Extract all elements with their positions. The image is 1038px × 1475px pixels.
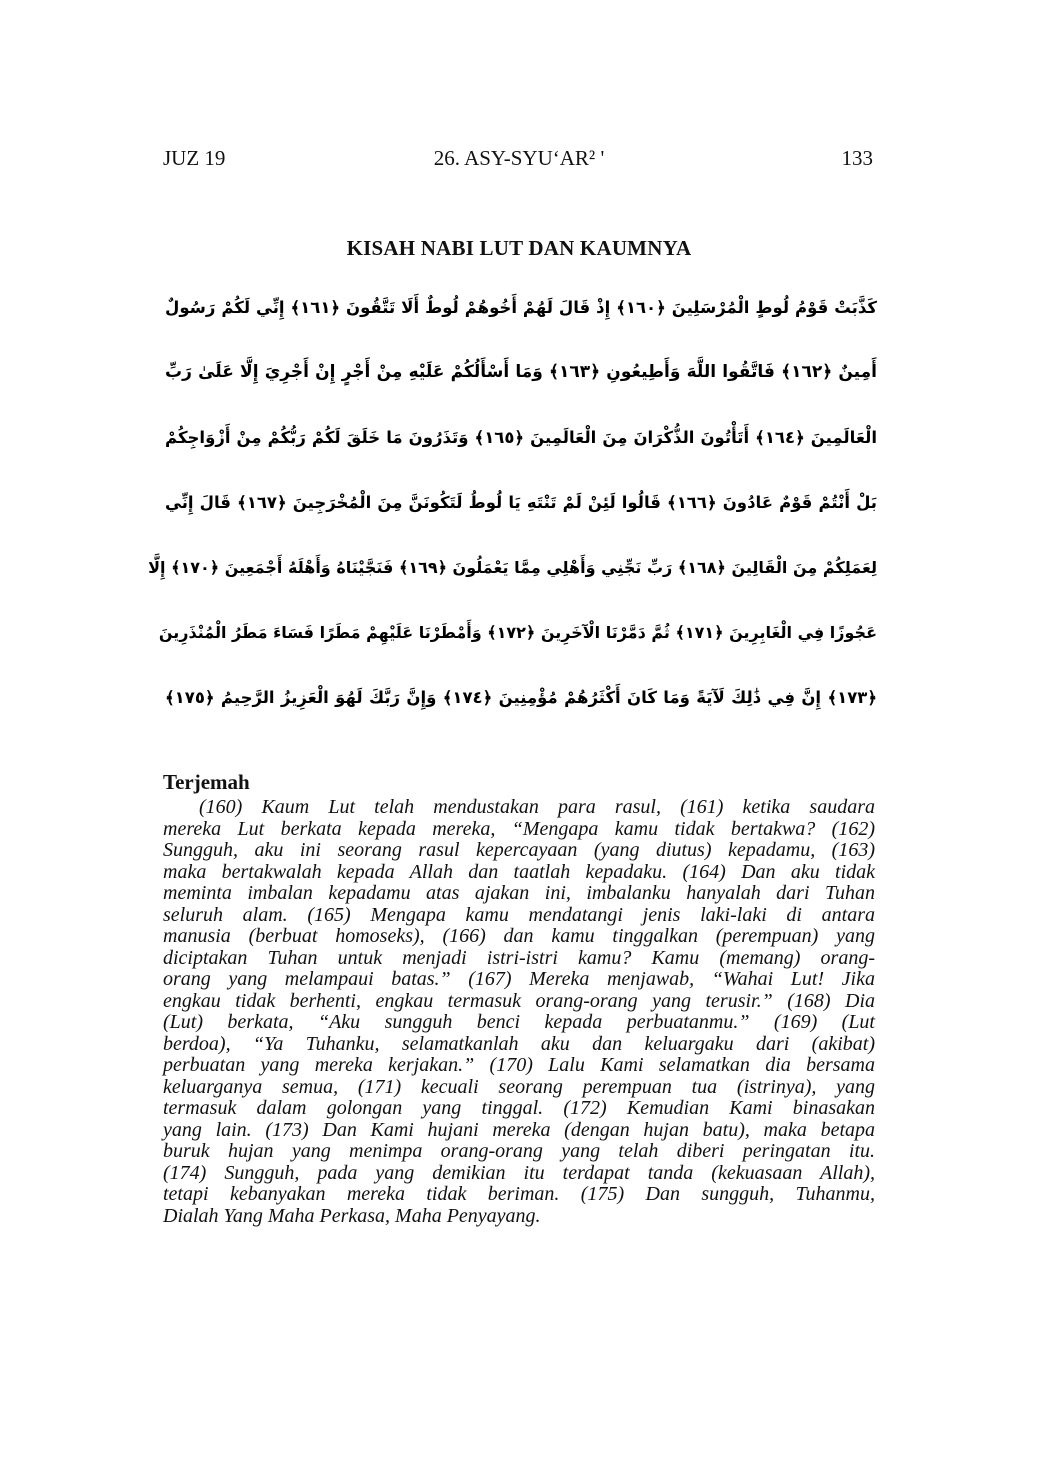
translation-line: mereka Lut berkata kepada mereka, “Mengapa kamu tidak bertakwa? (162) — [163, 817, 875, 840]
translation-line: (160) Kaum Lut telah mendustakan para rasul, (161) ketika saudara — [199, 796, 875, 818]
translation-line: maka bertakwalah kepada Allah dan taatlah kepadaku. (164) Dan aku tidak — [163, 860, 875, 883]
arabic-verses — [148, 275, 878, 730]
juz-label: JUZ 19 — [163, 146, 226, 170]
translation-heading: Terjemah — [163, 770, 250, 794]
translation-line: seluruh alam. (165) Mengapa kamu mendatangi jenis laki-laki di antara — [163, 903, 875, 926]
translation-line: Dialah Yang Maha Perkasa, Maha Penyayang. — [163, 1204, 541, 1227]
translation-line: keluarganya semua, (171) kecuali seorang perempuan tua (istrinya), yang — [163, 1075, 875, 1098]
translation-line: orang yang melampaui batas.” (167) Mereka menjawab, “Wahai Lut! Jika — [163, 968, 875, 990]
section-title: KISAH NABI LUT DAN KAUMNYA — [346, 236, 692, 260]
translation-line: diciptakan Tuhan untuk menjadi istri-istri kamu? Kamu (memang) orang- — [163, 946, 875, 969]
arabic-line: كَذَّبَتْ قَوْمُ لُوطٍ الْمُرْسَلِينَ ﴿١٦٠﴾ إِذْ قَالَ لَهُمْ أَخُوهُمْ لُوطٌ أَلَا تَتَّقُونَ ﴿١٦١﴾ إِنِّي لَكُمْ رَسُولٌ — [165, 298, 877, 317]
translation-line: perbuatan yang mereka kerjakan.” (170) Lalu Kami selamatkan dia bersama — [163, 1054, 875, 1076]
arabic-line: ﴿١٧٣﴾ إِنَّ فِي ذَٰلِكَ لَآيَةً وَمَا كَانَ أَكْثَرُهُمْ مُؤْمِنِينَ ﴿١٧٤﴾ وَإِنَّ رَبَّكَ لَهُوَ الْعَزِيزُ الرَّحِيمُ ﴿١٧٥﴾ — [165, 688, 878, 707]
arabic-line: لِعَمَلِكُمْ مِنَ الْقَالِينَ ﴿١٦٨﴾ رَبِّ نَجِّنِي وَأَهْلِي مِمَّا يَعْمَلُونَ ﴿١٦٩﴾ فَنَجَّيْنَاهُ وَأَهْلَهُ أَجْمَعِينَ ﴿١٧٠﴾ إِلَّا — [148, 558, 877, 577]
translation-line: berdoa), “Ya Tuhanku, selamatkanlah aku dan keluargaku dari (akibat) — [163, 1032, 875, 1055]
translation-line: engkau tidak berhenti, engkau termasuk orang-orang yang terusir.” (168) Dia — [163, 989, 875, 1012]
arabic-line: الْعَالَمِينَ ﴿١٦٤﴾ أَتَأْتُونَ الذُّكْرَانَ مِنَ الْعَالَمِينَ ﴿١٦٥﴾ وَتَذَرُونَ مَا خَلَقَ لَكُمْ رَبُّكُمْ مِنْ أَزْوَاجِكُمْ — [165, 428, 877, 447]
translation-line: tetapi kebanyakan mereka tidak beriman. (175) Dan sungguh, Tuhanmu, — [163, 1183, 875, 1205]
translation-line: manusia (berbuat homoseks), (166) dan kamu tinggalkan (perempuan) yang — [163, 925, 875, 947]
translation-line: meminta imbalan kepadamu atas ajakan ini, imbalanku hanyalah dari Tuhan — [163, 882, 875, 904]
arabic-line: أَمِينٌ ﴿١٦٢﴾ فَاتَّقُوا اللَّهَ وَأَطِيعُونِ ﴿١٦٣﴾ وَمَا أَسْأَلُكُمْ عَلَيْهِ مِنْ أَجْرٍ إِنْ أَجْرِيَ إِلَّا عَلَىٰ رَبِّ — [165, 362, 877, 382]
translation-line: buruk hujan yang menimpa orang-orang yang telah diberi peringatan itu. — [163, 1140, 875, 1162]
translation-line: yang lain. (173) Dan Kami hujani mereka (dengan hujan batu), maka betapa — [163, 1118, 875, 1141]
page-number: 133 — [841, 146, 873, 170]
translation-line: (Lut) berkata, “Aku sungguh benci kepada perbuatanmu.” (169) (Lut — [163, 1011, 875, 1033]
arabic-line: عَجُوزًا فِي الْغَابِرِينَ ﴿١٧١﴾ ثُمَّ دَمَّرْنَا الْآخَرِينَ ﴿١٧٢﴾ وَأَمْطَرْنَا عَلَيْهِمْ مَطَرًا فَسَاءَ مَطَرُ الْمُنْذَرِينَ — [158, 623, 877, 642]
translation-line: (174) Sungguh, pada yang demikian itu terdapat tanda (kekuasaan Allah), — [163, 1161, 875, 1184]
translation-line: termasuk dalam golongan yang tinggal. (172) Kemudian Kami binasakan — [163, 1097, 875, 1119]
translation-body — [163, 797, 875, 1227]
translation-line: Sungguh, aku ini seorang rasul kepercayaan (yang diutus) kepadamu, (163) — [163, 839, 875, 861]
surah-label: 26. ASY-SYU‘AR² ' — [433, 146, 605, 170]
arabic-line: بَلْ أَنْتُمْ قَوْمٌ عَادُونَ ﴿١٦٦﴾ قَالُوا لَئِنْ لَمْ تَنْتَهِ يَا لُوطُ لَتَكُونَنَّ مِنَ الْمُخْرَجِينَ ﴿١٦٧﴾ قَالَ إِنِّي — [165, 493, 878, 512]
